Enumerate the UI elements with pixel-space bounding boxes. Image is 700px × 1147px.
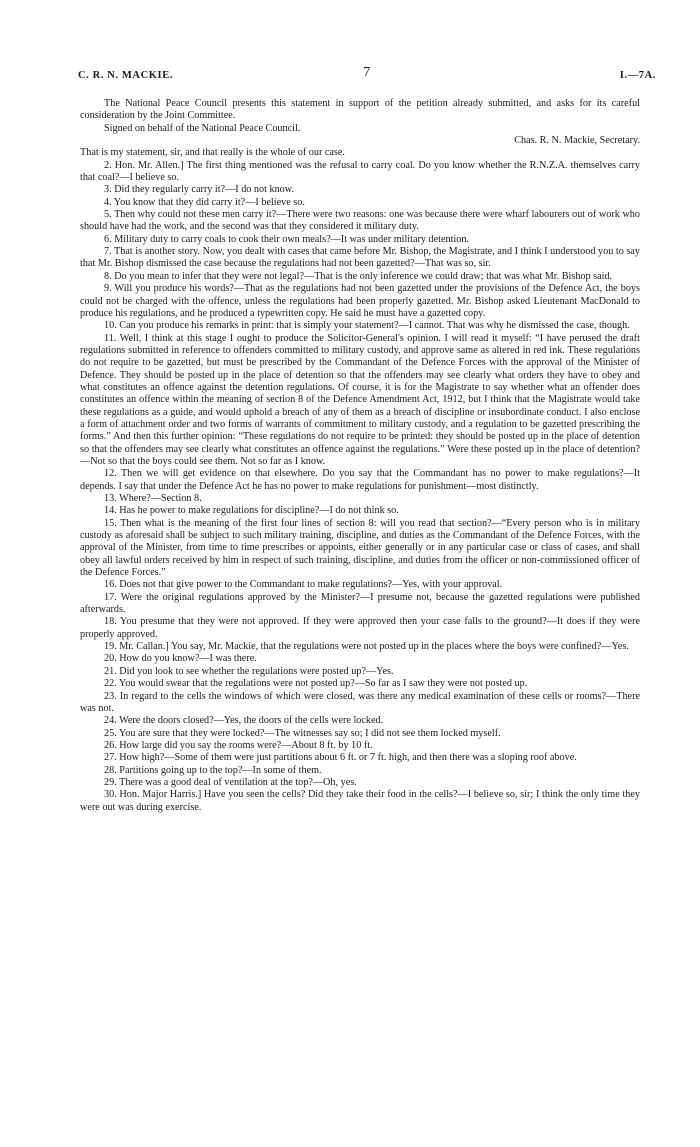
paragraph: 6. Military duty to carry coals to cook their own meals?—It was under military detention. — [104, 233, 469, 245]
paragraph: 4. You know that they did carry it?—I believe so. — [104, 196, 305, 208]
paragraph: 28. Partitions going up to the top?—In some of them. — [104, 764, 322, 776]
paragraph: 10. Can you produce his remarks in print: that is simply your statement?—I cannot. That was why he dismissed the case, though. — [104, 320, 630, 332]
page-body — [80, 98, 640, 814]
paragraph: 21. Did you look to see whether the regulations were posted up?—Yes. — [104, 665, 394, 677]
paragraph: 22. You would swear that the regulations were not posted up?—So far as I saw they were not posted up. — [104, 678, 528, 690]
paragraph: 12. Then we will get evidence on that elsewhere. Do you say that the Commandant has no power to make regulations?—It depends. I say that under the Defence Act he has no power to make regulations for punishment—most distinctly. — [80, 468, 640, 492]
paragraph: 18. You presume that they were not approved. If they were approved then your case falls to the ground?—It does if they were properly approved. — [80, 616, 640, 640]
paragraph: 15. Then what is the meaning of the first four lines of section 8: will you read that section?—“Every person who is in military custody as aforesaid shall be subject to such military training, discipline, and duties as the Commandant of the Defence Forces, with the approval of the Minister, from time to time prescribes or appoints, either generally or in any particular case or class of cases, and shall obey all lawful orders received by him in respect of such training, discipline, and duties from the officer or non-commissioned officer of the Defence Forces.” — [80, 517, 640, 579]
paragraph: 11. Well, I think at this stage I ought to produce the Solicitor-General's opinion. I will read it myself: “I have perused the draft regulations submitted in reference to offenders committed to military custody, and approve same as altered in red ink. These regulations do not require to be gazetted, but must be prescribed by the Commandant of the Defence Forces with the approval of the Minister of Defence. They should be posted up in the place of detention so that the offenders may see clearly what orders they have to obey and what constitutes an offence against the detention regulations. Of course, it is for the Magistrate to say whether what an offender does constitutes an offence within the meaning of section 8 of the Defence Amendment Act, 1912, but I think that the Magistrate would take these regulations as a guide, and would uphold a breach of any of them as a breach of discipline or insubordinate conduct. I also enclose a form of attachment order and two forms of warrants of commitment to military custody, and a regulation to be gazetted prescribing the forms.” And then this further opinion: “These regulations do not require to be printed: they should be posted up in the place of detention so that the offenders may see clearly what constitutes an offence against the regulations.” Were these posted up in the place of detention?—Not so that the boys could see them. Not so far as I know. — [80, 332, 640, 467]
statement-intro: The National Peace Council presents this statement in support of the petition already submitted, and asks for its careful consideration by the Joint Committee. — [80, 98, 640, 122]
paragraph: 30. Hon. Major Harris.] Have you seen the cells? Did they take their food in the cells?—I believe so, sir; I think the only time they were out was during exercise. — [80, 789, 640, 813]
paragraph: 14. Has he power to make regulations for discipline?—I do not think so. — [104, 505, 399, 517]
paragraph: 2. Hon. Mr. Allen.] The first thing mentioned was the refusal to carry coal. Do you know whether the R.N.Z.A. themselves carry that coal?—I believe so. — [80, 159, 640, 184]
paragraph: 24. Were the doors closed?—Yes, the doors of the cells were locked. — [104, 715, 384, 727]
statement-signature: Chas. R. N. Mackie, Secretary. — [514, 135, 640, 147]
paragraph: 27. How high?—Some of them were just partitions about 6 ft. or 7 ft. high, and then there was a sloping roof above. — [104, 752, 577, 764]
paragraph: 19. Mr. Callan.] You say, Mr. Mackie, that the regulations were not posted up in the places where the boys were confined?—Yes. — [104, 641, 629, 653]
statement-signed-line: Signed on behalf of the National Peace Council. — [104, 122, 301, 134]
paragraph: 17. Were the original regulations approved by the Minister?—I presume not, because the gazetted regulations were published afterwards. — [80, 591, 640, 616]
paragraph: 23. In regard to the cells the windows of which were closed, was there any medical examination of these cells or rooms?—There was not. — [80, 690, 640, 714]
header-witness-name: C. R. N. MACKIE. — [78, 70, 174, 81]
paragraph: 3. Did they regularly carry it?—I do not know. — [104, 184, 295, 196]
page-number: 7 — [363, 65, 371, 80]
paragraph: 13. Where?—Section 8. — [104, 493, 202, 504]
paragraph: 8. Do you mean to infer that they were not legal?—That is the only inference we could draw; that was what Mr. Bishop said. — [104, 270, 613, 282]
paragraph: 29. There was a good deal of ventilation at the top?—Oh, yes. — [104, 776, 357, 788]
paragraph: That is my statement, sir, and that really is the whole of our case. — [80, 147, 345, 159]
paragraph: 5. Then why could not these men carry it?—There were two reasons: one was because there were wharf labourers out of work who should have had the work, and the second was that they considered it military duty. — [80, 209, 640, 233]
paragraph: 7. That is another story. Now, you dealt with cases that came before Mr. Bishop, the Magistrate, and I think I understood you to say that Mr. Bishop dismissed the case because the regulations had not been gazetted?—That was so, sir. — [80, 246, 640, 270]
paragraph: 26. How large did you say the rooms were?—About 8 ft. by 10 ft. — [104, 739, 373, 751]
header-paper-ref: I.—7A. — [619, 70, 656, 81]
page-header — [78, 65, 656, 86]
paragraph: 25. You are sure that they were locked?—The witnesses say so; I did not see them locked myself. — [104, 727, 501, 739]
paragraph: 16. Does not that give power to the Commandant to make regulations?—Yes, with your approval. — [104, 579, 503, 591]
paragraph: 20. How do you know?—I was there. — [104, 653, 257, 665]
paragraph: 9. Will you produce his words?—That as the regulations had not been gazetted under the provisions of the Defence Act, the boys could not be charged with the offence, unless the regulations had been properly gazetted. Mr. Bishop asked Lieutenant MacDonald to produce his regulations, and he produced a typewritten copy. He said he must have a gazetted copy. — [80, 283, 640, 319]
